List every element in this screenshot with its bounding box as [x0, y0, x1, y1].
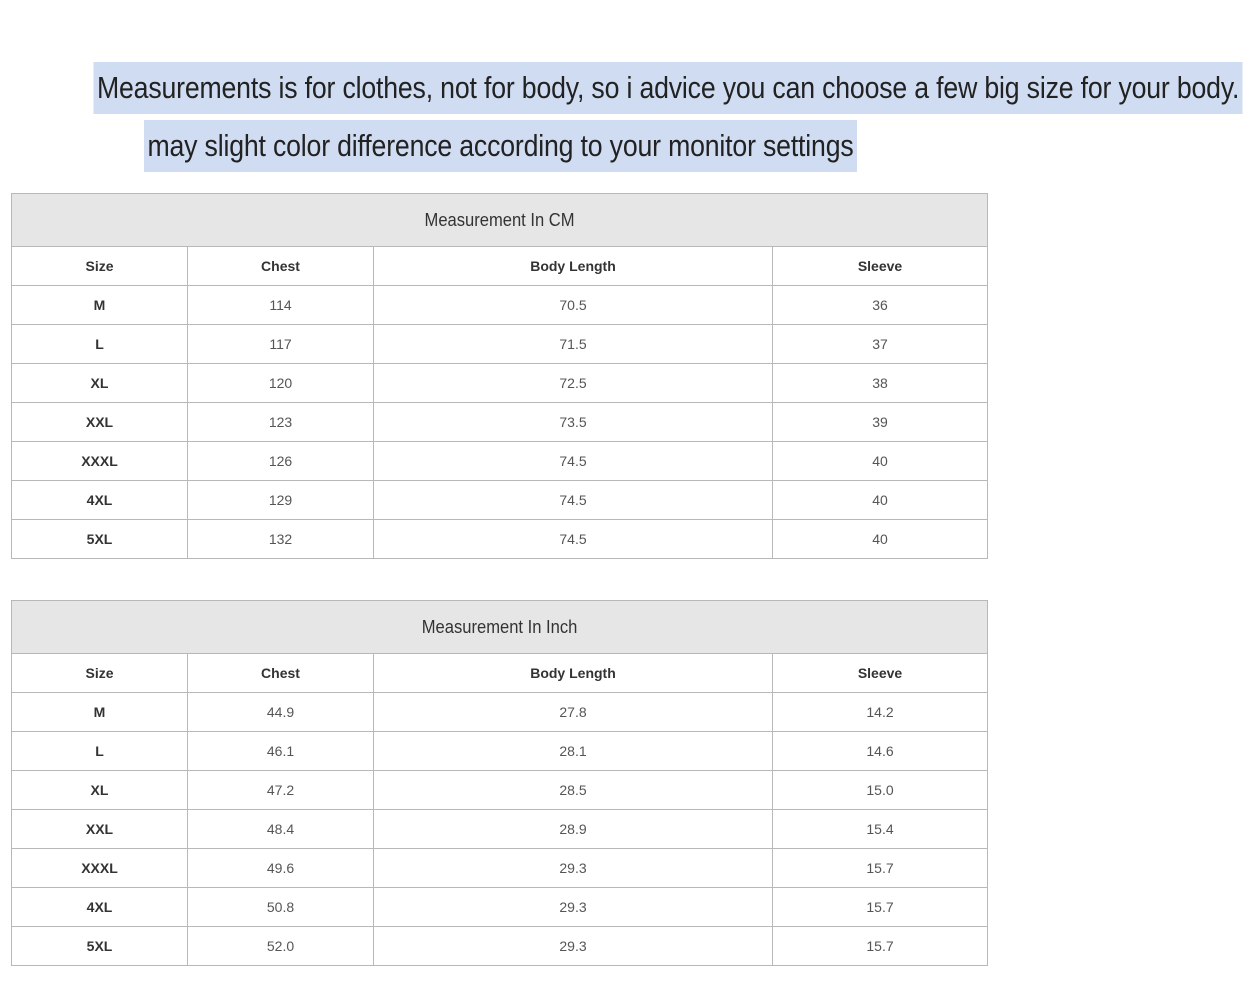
- sleeve-cell: 38: [773, 364, 988, 403]
- table-row: [12, 364, 988, 403]
- body-length-cell: 29.3: [374, 927, 773, 966]
- table-header-row: [12, 654, 988, 693]
- chest-cell: 129: [188, 481, 374, 520]
- sleeve-cell: 14.6: [773, 732, 988, 771]
- notice-line-color-difference: may slight color difference according to your monitor settings: [144, 120, 857, 172]
- sleeve-cell: 15.7: [773, 849, 988, 888]
- sleeve-cell: 40: [773, 442, 988, 481]
- body-length-cell: 74.5: [374, 520, 773, 559]
- table-row: [12, 325, 988, 364]
- chest-cell: 126: [188, 442, 374, 481]
- size-cell: M: [12, 693, 188, 732]
- body-length-cell: 28.5: [374, 771, 773, 810]
- body-length-cell: 29.3: [374, 849, 773, 888]
- table-row: [12, 888, 988, 927]
- size-cell: XXL: [12, 810, 188, 849]
- table-row: [12, 810, 988, 849]
- table-header-row: [12, 247, 988, 286]
- table-caption: [12, 601, 988, 654]
- column-header-sleeve: Sleeve: [773, 654, 988, 693]
- sleeve-cell: 39: [773, 403, 988, 442]
- size-cell: L: [12, 325, 188, 364]
- sleeve-cell: 37: [773, 325, 988, 364]
- chest-cell: 50.8: [188, 888, 374, 927]
- sleeve-cell: 15.0: [773, 771, 988, 810]
- table-caption: [12, 194, 988, 247]
- chest-cell: 123: [188, 403, 374, 442]
- size-table-cm: [11, 193, 988, 559]
- size-cell: 4XL: [12, 888, 188, 927]
- body-length-cell: 28.1: [374, 732, 773, 771]
- body-length-cell: 27.8: [374, 693, 773, 732]
- chest-cell: 114: [188, 286, 374, 325]
- size-table-inch: [11, 600, 988, 966]
- column-header-body-length: Body Length: [374, 247, 773, 286]
- chest-cell: 48.4: [188, 810, 374, 849]
- chest-cell: 44.9: [188, 693, 374, 732]
- column-header-size: Size: [12, 654, 188, 693]
- chest-cell: 120: [188, 364, 374, 403]
- sleeve-cell: 14.2: [773, 693, 988, 732]
- column-header-chest: Chest: [188, 247, 374, 286]
- column-header-body-length: Body Length: [374, 654, 773, 693]
- column-header-chest: Chest: [188, 654, 374, 693]
- table-caption-text: Measurement In Inch: [421, 616, 578, 637]
- body-length-cell: 71.5: [374, 325, 773, 364]
- table-row: [12, 732, 988, 771]
- table-body: [12, 286, 988, 559]
- body-length-cell: 29.3: [374, 888, 773, 927]
- table-row: [12, 927, 988, 966]
- size-cell: XL: [12, 364, 188, 403]
- table-body: [12, 693, 988, 966]
- table-caption-text: Measurement In CM: [424, 209, 575, 230]
- body-length-cell: 74.5: [374, 481, 773, 520]
- size-cell: XXXL: [12, 849, 188, 888]
- body-length-cell: 28.9: [374, 810, 773, 849]
- size-cell: XXXL: [12, 442, 188, 481]
- sleeve-cell: 36: [773, 286, 988, 325]
- sleeve-cell: 15.4: [773, 810, 988, 849]
- table-row: [12, 481, 988, 520]
- chest-cell: 132: [188, 520, 374, 559]
- size-cell: M: [12, 286, 188, 325]
- chest-cell: 49.6: [188, 849, 374, 888]
- table-row: [12, 442, 988, 481]
- body-length-cell: 72.5: [374, 364, 773, 403]
- column-header-sleeve: Sleeve: [773, 247, 988, 286]
- sleeve-cell: 40: [773, 520, 988, 559]
- body-length-cell: 74.5: [374, 442, 773, 481]
- table-row: [12, 286, 988, 325]
- size-cell: XXL: [12, 403, 188, 442]
- chest-cell: 117: [188, 325, 374, 364]
- size-cell: 5XL: [12, 520, 188, 559]
- table-row: [12, 520, 988, 559]
- size-cell: L: [12, 732, 188, 771]
- sleeve-cell: 40: [773, 481, 988, 520]
- size-cell: XL: [12, 771, 188, 810]
- sleeve-cell: 15.7: [773, 927, 988, 966]
- chest-cell: 52.0: [188, 927, 374, 966]
- table-row: [12, 849, 988, 888]
- body-length-cell: 73.5: [374, 403, 773, 442]
- size-cell: 5XL: [12, 927, 188, 966]
- sleeve-cell: 15.7: [773, 888, 988, 927]
- chest-cell: 47.2: [188, 771, 374, 810]
- body-length-cell: 70.5: [374, 286, 773, 325]
- table-row: [12, 693, 988, 732]
- size-cell: 4XL: [12, 481, 188, 520]
- column-header-size: Size: [12, 247, 188, 286]
- table-row: [12, 771, 988, 810]
- notice-line-clothes-measurement: Measurements is for clothes, not for body, so i advice you can choose a few big size for your body.: [94, 62, 1243, 114]
- table-row: [12, 403, 988, 442]
- chest-cell: 46.1: [188, 732, 374, 771]
